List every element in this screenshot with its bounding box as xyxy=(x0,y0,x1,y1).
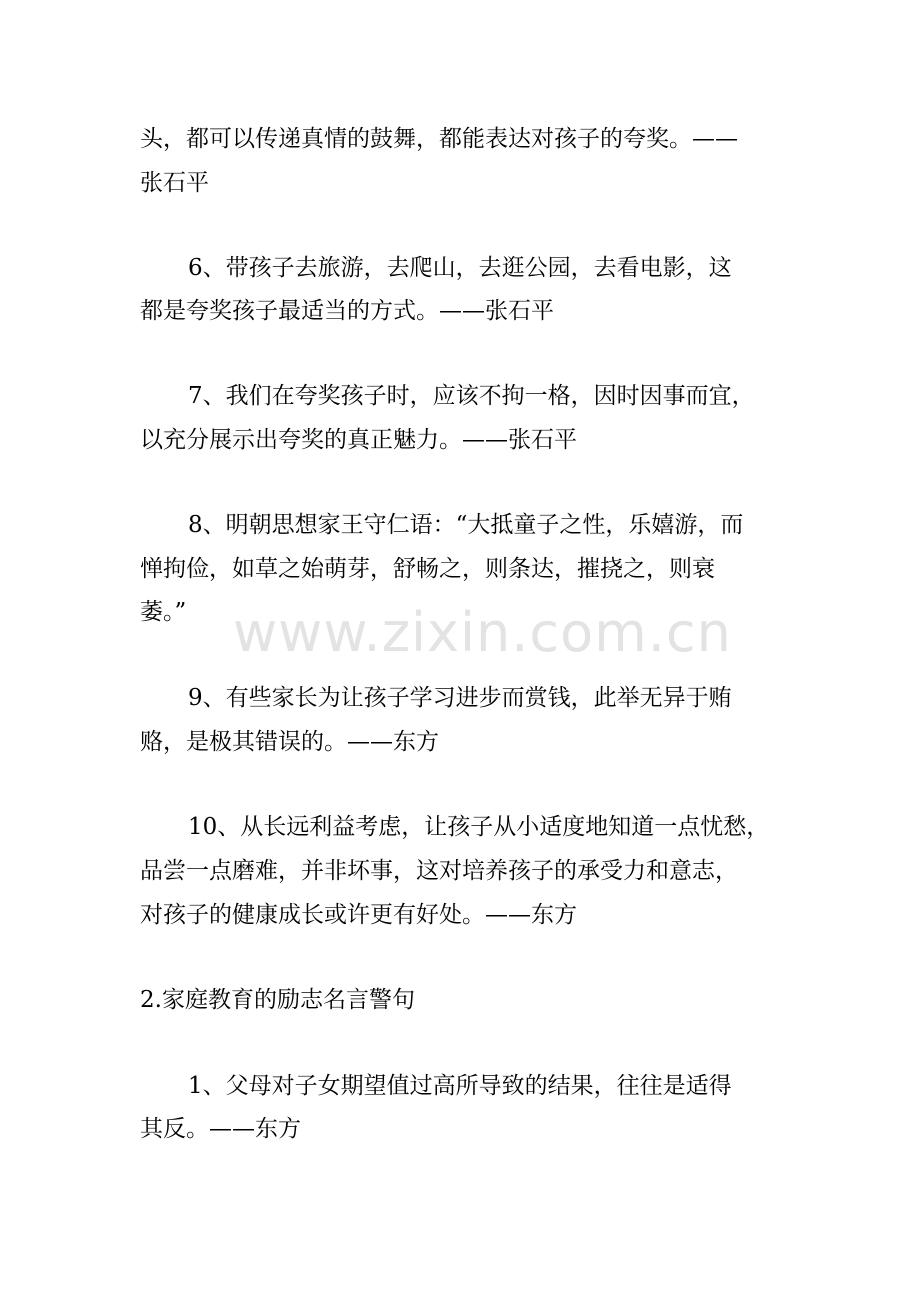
text-line: 对孩子的健康成长或许更有好处。——东方 xyxy=(140,902,577,928)
text-line: 其反。——东方 xyxy=(140,1116,301,1142)
text-line: 9、有些家长为让孩子学习进步而赏钱，此举无异于贿 xyxy=(188,685,732,711)
text-line: 8、明朝思想家王守仁语：“大抵童子之性，乐嬉游，而 xyxy=(188,512,744,538)
text-line: 以充分展示出夸奖的真正魅力。——张石平 xyxy=(140,427,577,453)
text-line: 6、带孩子去旅游，去爬山，去逛公园，去看电影，这 xyxy=(188,255,732,281)
text-line: 张石平 xyxy=(140,170,209,196)
section-heading: 2.家庭教育的励志名言警句 xyxy=(140,987,415,1013)
text-line: 萎。” xyxy=(140,599,187,625)
text-line: 惮拘俭，如草之始萌芽，舒畅之，则条达，摧挠之，则衰 xyxy=(140,556,715,582)
text-line: 品尝一点磨难，并非坏事，这对培养孩子的承受力和意志， xyxy=(140,858,738,884)
text-line: 10、从长远利益考虑，让孩子从小适度地知道一点忧愁， xyxy=(188,814,770,840)
text-line: 都是夸奖孩子最适当的方式。——张石平 xyxy=(140,298,554,324)
text-line: 头，都可以传递真情的鼓舞，都能表达对孩子的夸奖。—— xyxy=(140,126,738,152)
text-line: 7、我们在夸奖孩子时，应该不拘一格，因时因事而宜， xyxy=(188,383,755,409)
watermark: www.zixin.com.cn xyxy=(233,601,732,664)
text-line: 1、父母对子女期望值过高所导致的结果，往往是适得 xyxy=(188,1073,732,1099)
text-line: 赂，是极其错误的。——东方 xyxy=(140,729,439,755)
